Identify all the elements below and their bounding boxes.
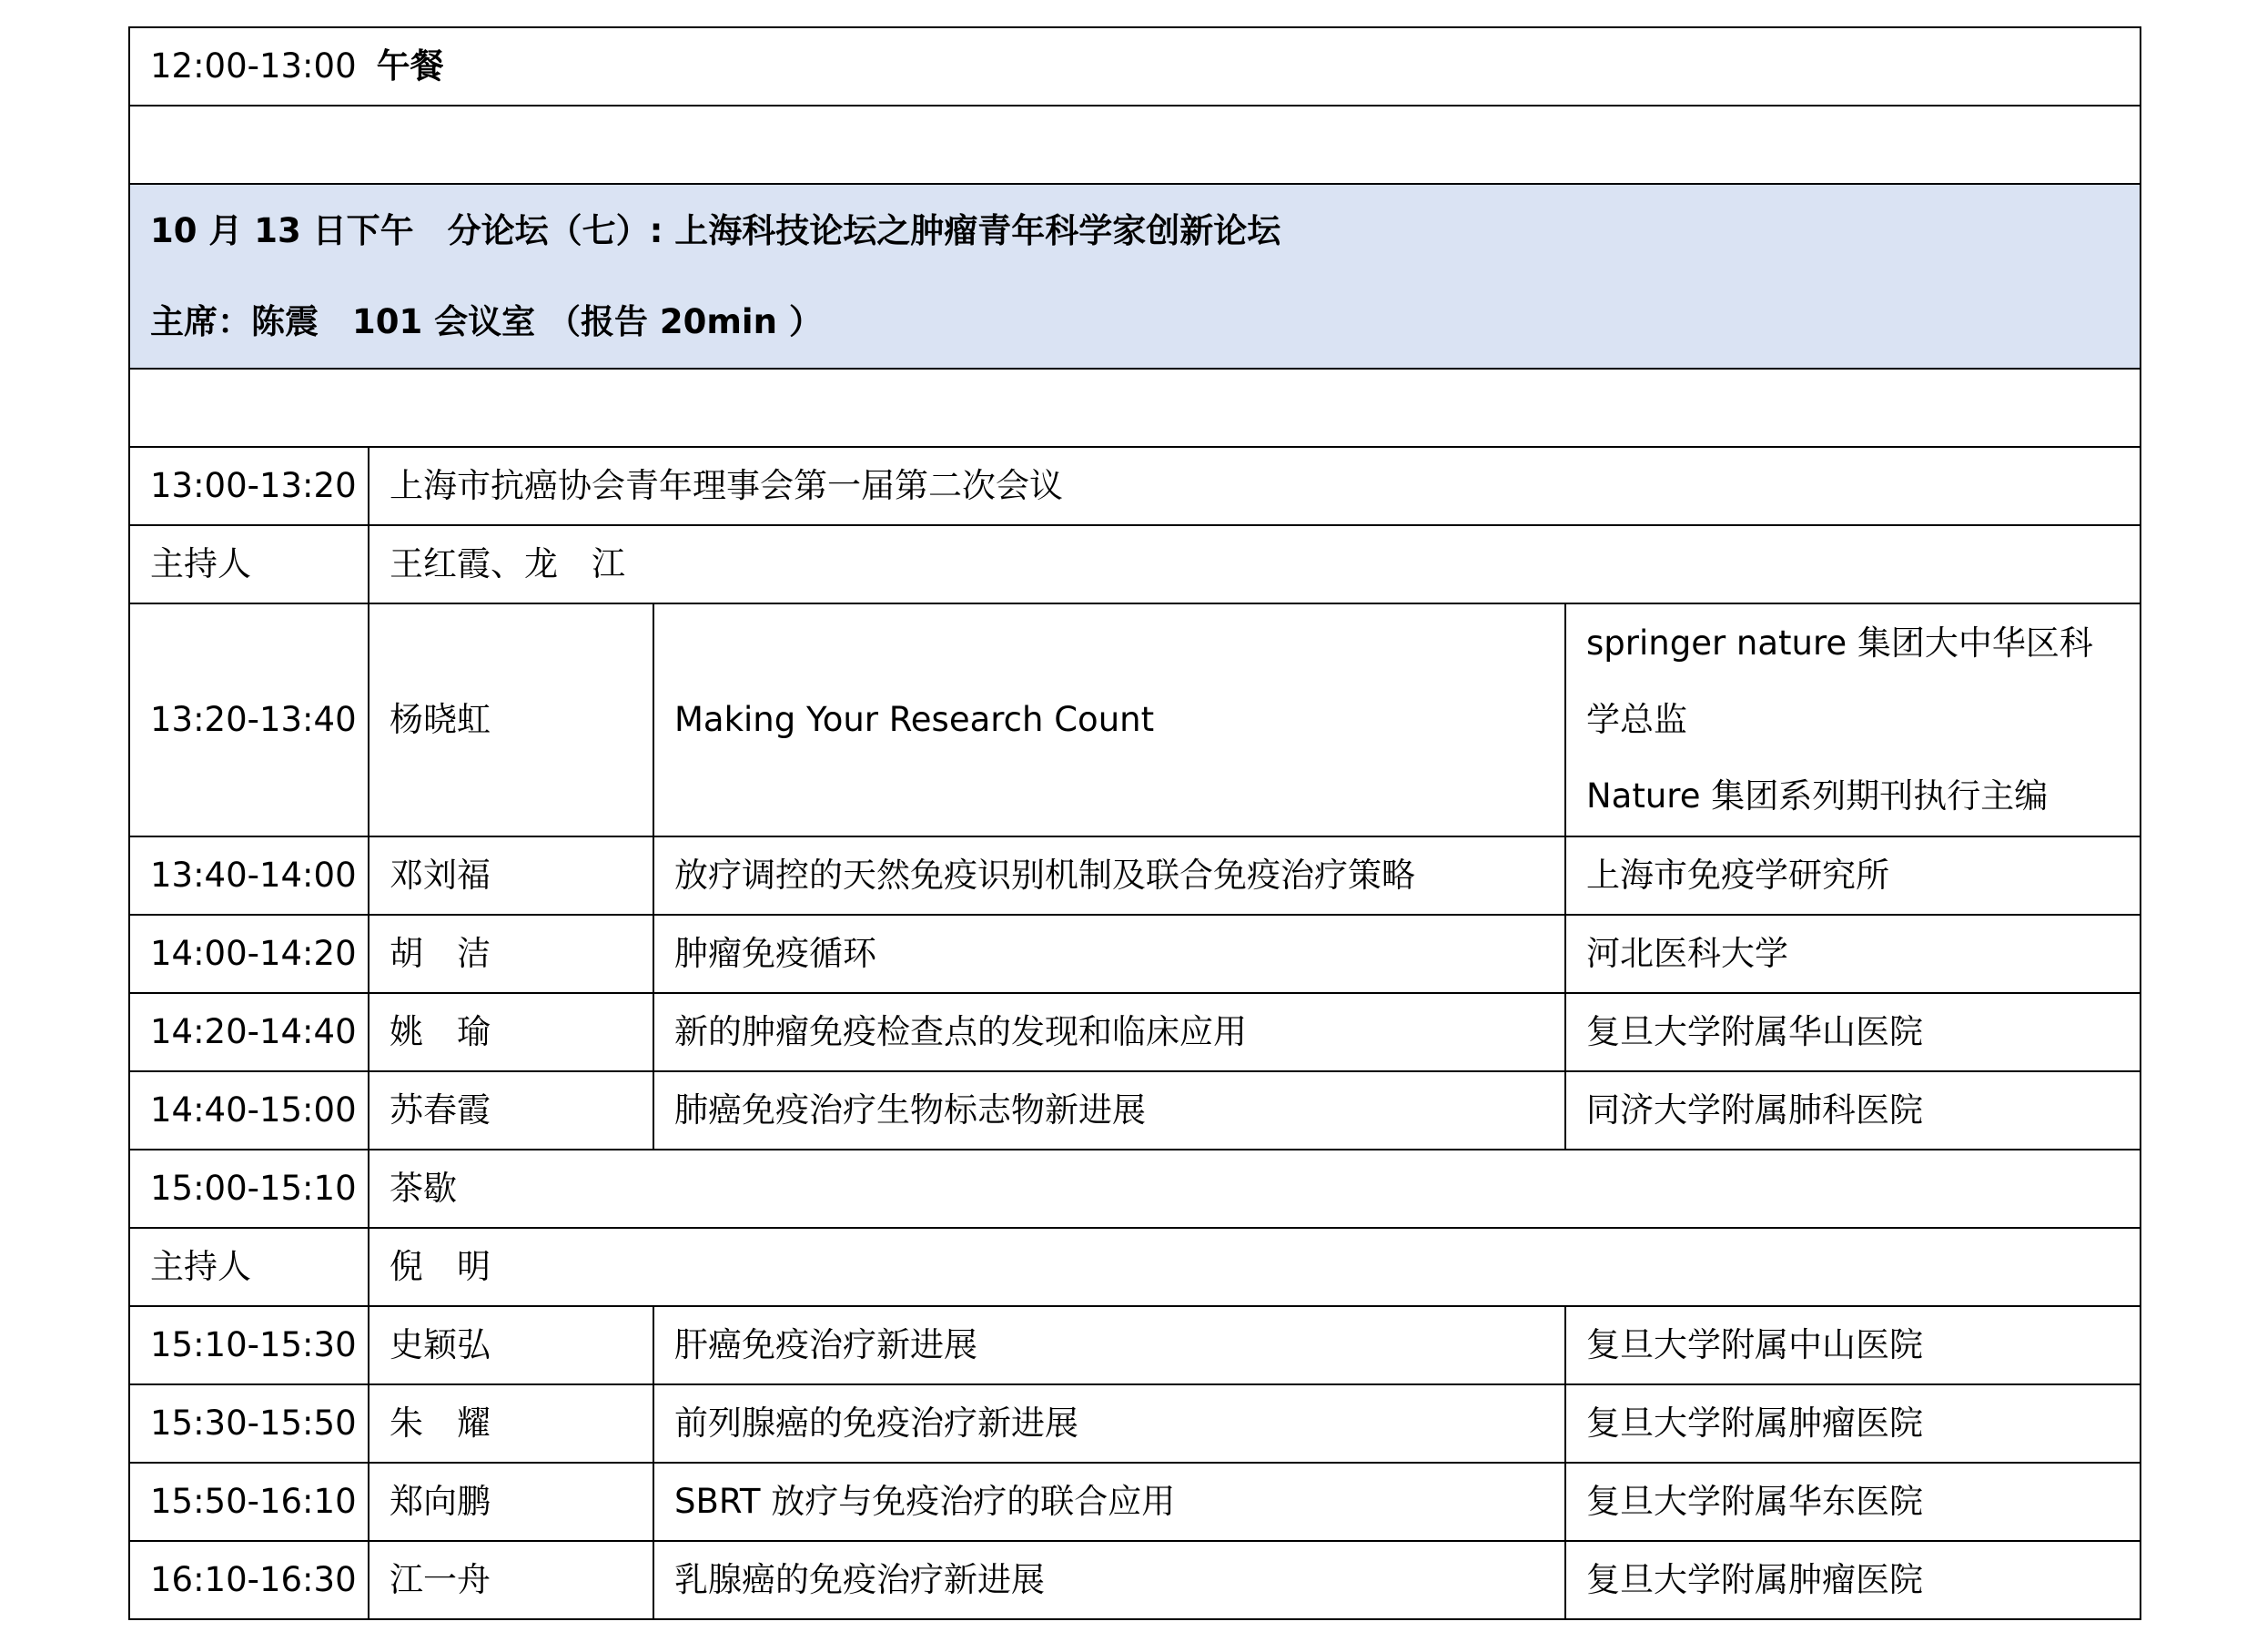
host-label: 主持人 <box>129 1228 369 1306</box>
lunch-label: 午餐 <box>376 46 444 86</box>
talk-row <box>129 1306 2141 1384</box>
talk-time: 16:10-16:30 <box>129 1541 369 1619</box>
host-row <box>129 1228 2141 1306</box>
talk-row <box>129 836 2141 915</box>
talk-speaker: 胡 洁 <box>369 915 653 993</box>
talk-speaker: 朱 耀 <box>369 1384 653 1463</box>
talk-row <box>129 1463 2141 1541</box>
talk-topic: 乳腺癌的免疫治疗新进展 <box>653 1541 1565 1619</box>
talk-topic: 新的肿瘤免疫检查点的发现和临床应用 <box>653 993 1565 1071</box>
talk-row <box>129 915 2141 993</box>
talk-time: 13:20-13:40 <box>129 603 369 836</box>
talk-topic: 肿瘤免疫循环 <box>653 915 1565 993</box>
affiliation-line: Nature 集团系列期刊执行主编 <box>1586 776 2049 816</box>
schedule-body <box>129 27 2141 1619</box>
talk-speaker: 郑向鹏 <box>369 1463 653 1541</box>
spacer-row <box>129 369 2141 447</box>
talk-topic: 肺癌免疫治疗生物标志物新进展 <box>653 1071 1565 1150</box>
affiliation-line: 学总监 <box>1586 700 1687 739</box>
talk-speaker: 邓刘福 <box>369 836 653 915</box>
talk-topic: 前列腺癌的免疫治疗新进展 <box>653 1384 1565 1463</box>
spacer-cell <box>129 369 2141 447</box>
lunch-cell <box>129 27 2141 106</box>
talk-row <box>129 1384 2141 1463</box>
schedule-table <box>128 26 2141 1620</box>
talk-affiliation: 同济大学附属肺科医院 <box>1565 1071 2141 1150</box>
talk-topic: Making Your Research Count <box>653 603 1565 836</box>
talk-topic: 放疗调控的天然免疫识别机制及联合免疫治疗策略 <box>653 836 1565 915</box>
talk-time: 14:40-15:00 <box>129 1071 369 1150</box>
talk-affiliation <box>1565 603 2141 836</box>
break-time: 15:00-15:10 <box>129 1150 369 1228</box>
session-subtitle: 主席：陈震 101 会议室 （报告 20min ） <box>150 301 823 341</box>
host-row <box>129 525 2141 603</box>
host-names: 王红霞、龙 江 <box>369 525 2141 603</box>
meeting-row <box>129 447 2141 525</box>
session-header <box>129 184 2141 369</box>
talk-time: 15:50-16:10 <box>129 1463 369 1541</box>
talk-affiliation: 河北医科大学 <box>1565 915 2141 993</box>
meeting-title: 上海市抗癌协会青年理事会第一届第二次会议 <box>369 447 2141 525</box>
talk-affiliation: 复旦大学附属肿瘤医院 <box>1565 1384 2141 1463</box>
lunch-time: 12:00-13:00 <box>150 46 357 86</box>
talk-speaker: 江一舟 <box>369 1541 653 1619</box>
talk-row <box>129 993 2141 1071</box>
affiliation-line: springer nature 集团大中华区科 <box>1586 623 2093 663</box>
break-row <box>129 1150 2141 1228</box>
host-names: 倪 明 <box>369 1228 2141 1306</box>
talk-row <box>129 603 2141 836</box>
session-title: 10 月 13 日下午 分论坛（七）: 上海科技论坛之肿瘤青年科学家创新论坛 <box>150 210 1281 250</box>
spacer-cell <box>129 106 2141 184</box>
host-label: 主持人 <box>129 525 369 603</box>
talk-topic: 肝癌免疫治疗新进展 <box>653 1306 1565 1384</box>
talk-row <box>129 1071 2141 1150</box>
talk-time: 14:00-14:20 <box>129 915 369 993</box>
break-label: 茶歇 <box>369 1150 2141 1228</box>
talk-row <box>129 1541 2141 1619</box>
talk-affiliation: 复旦大学附属华东医院 <box>1565 1463 2141 1541</box>
talk-topic: SBRT 放疗与免疫治疗的联合应用 <box>653 1463 1565 1541</box>
talk-time: 15:10-15:30 <box>129 1306 369 1384</box>
talk-affiliation: 复旦大学附属肿瘤医院 <box>1565 1541 2141 1619</box>
talk-time: 14:20-14:40 <box>129 993 369 1071</box>
talk-speaker: 姚 瑜 <box>369 993 653 1071</box>
talk-affiliation: 上海市免疫学研究所 <box>1565 836 2141 915</box>
talk-speaker: 杨晓虹 <box>369 603 653 836</box>
talk-time: 15:30-15:50 <box>129 1384 369 1463</box>
talk-speaker: 苏春霞 <box>369 1071 653 1150</box>
talk-time: 13:40-14:00 <box>129 836 369 915</box>
spacer-row <box>129 106 2141 184</box>
talk-speaker: 史颖弘 <box>369 1306 653 1384</box>
session-header-row <box>129 184 2141 369</box>
lunch-row <box>129 27 2141 106</box>
meeting-time: 13:00-13:20 <box>129 447 369 525</box>
talk-affiliation: 复旦大学附属中山医院 <box>1565 1306 2141 1384</box>
talk-affiliation: 复旦大学附属华山医院 <box>1565 993 2141 1071</box>
